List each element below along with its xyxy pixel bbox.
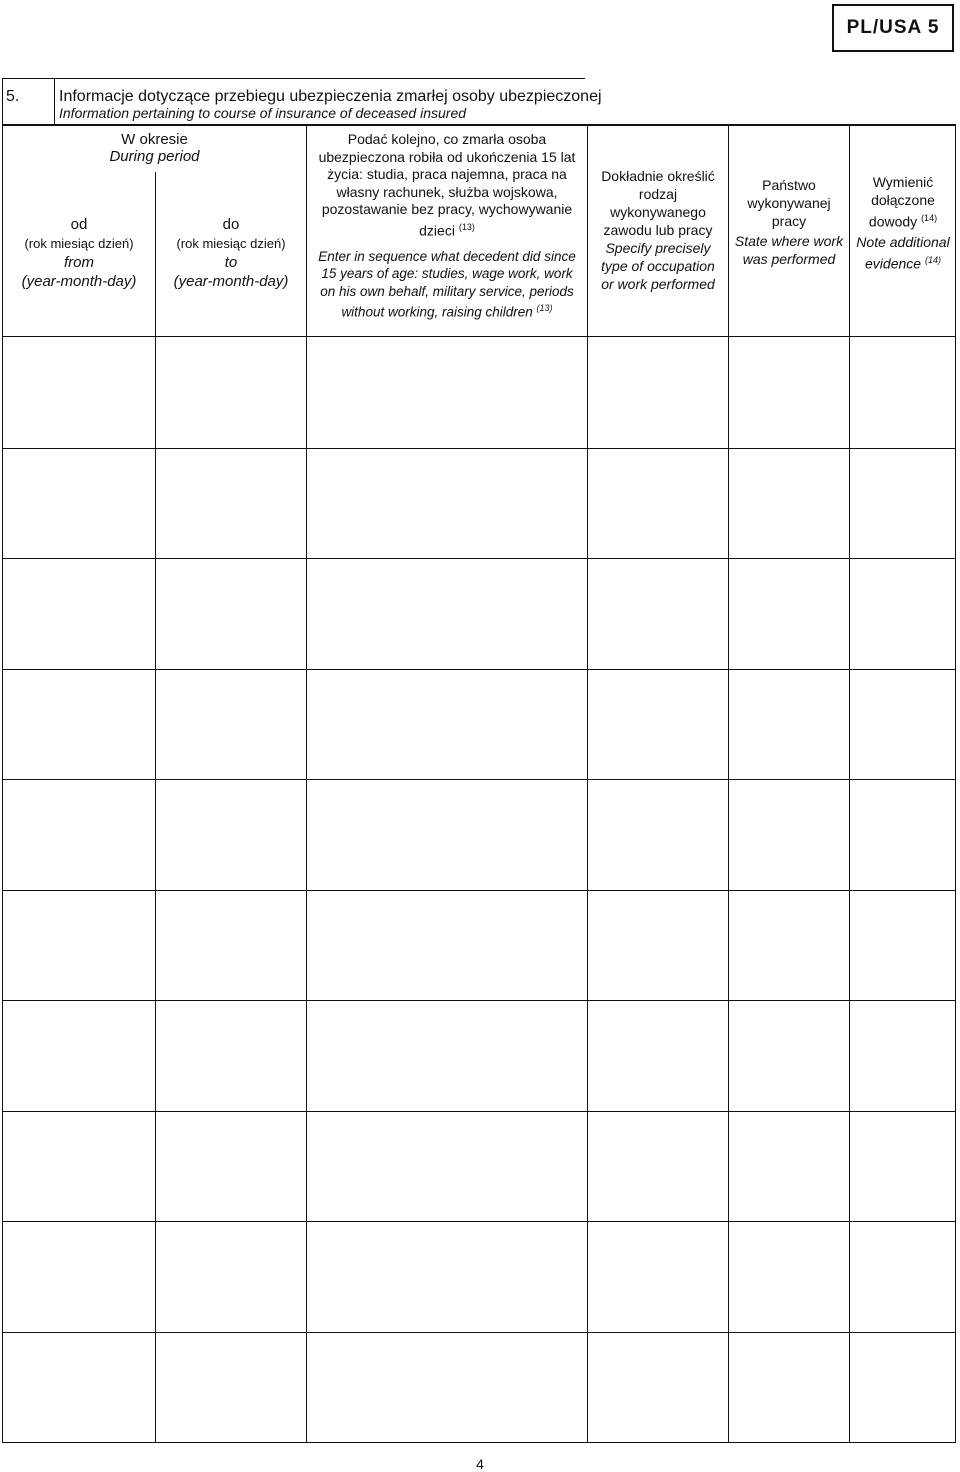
table-cell[interactable] <box>156 1332 306 1443</box>
row-divider <box>2 1332 956 1333</box>
header-to-pl-format: (rok miesiąc dzień) <box>176 236 286 251</box>
table-cell[interactable] <box>850 1111 955 1222</box>
header-to-en-format: (year-month-day) <box>173 273 289 290</box>
table-cell[interactable] <box>729 558 849 669</box>
section-title <box>59 88 602 122</box>
header-occupation-en: Specify precisely type of occupation or work performed <box>601 240 715 292</box>
table-cell[interactable] <box>729 1000 849 1111</box>
header-period-en: During period <box>109 148 200 165</box>
header-evidence <box>853 173 953 272</box>
header-evidence-pl: Wymienić dołączone dowody <box>868 174 935 230</box>
table-cell[interactable] <box>307 558 587 669</box>
header-from-en-format: (year-month-day) <box>21 273 137 290</box>
table-cell[interactable] <box>3 890 155 1001</box>
table-cell[interactable] <box>156 779 306 890</box>
header-period <box>3 131 306 165</box>
table-cell[interactable] <box>156 1000 306 1111</box>
section-title-en: Information pertaining to course of insurance of deceased insured <box>59 105 467 121</box>
table-cell[interactable] <box>588 1332 728 1443</box>
header-activity <box>318 131 576 321</box>
table-cell[interactable] <box>588 890 728 1001</box>
table-cell[interactable] <box>3 448 155 559</box>
row-divider <box>2 1111 956 1112</box>
header-activity-pl-note: (13) <box>458 221 475 232</box>
table-cell[interactable] <box>850 779 955 890</box>
table-cell[interactable] <box>156 1111 306 1222</box>
header-evidence-en: Note additional evidence <box>856 233 950 272</box>
header-activity-en-note: (13) <box>536 303 553 314</box>
table-cell[interactable] <box>307 337 587 448</box>
table-cell[interactable] <box>3 1111 155 1222</box>
table-cell[interactable] <box>156 558 306 669</box>
table-cell[interactable] <box>850 1221 955 1332</box>
table-cell[interactable] <box>307 1221 587 1332</box>
row-divider <box>2 1221 956 1222</box>
header-occupation <box>594 167 722 293</box>
header-period-pl: W okresie <box>121 131 188 148</box>
row-divider <box>2 890 956 891</box>
header-from-en: from <box>64 254 94 271</box>
table-cell[interactable] <box>588 1221 728 1332</box>
header-activity-en: Enter in sequence what decedent did since 15 years of age: studies, wage work, work on his own behalf, military service, periods without working, raising children <box>318 248 576 320</box>
header-activity-pl: Podać kolejno, co zmarła osoba ubezpieczona robiła od ukończenia 15 lat życia: studia, praca najemna, praca na własny rachunek, służba wojskowa, pozostawanie bez pracy, wychowywanie dzieci <box>318 131 576 239</box>
section-title-pl: Informacje dotyczące przebiegu ubezpieczenia zmarłej osoby ubezpieczonej <box>59 88 602 105</box>
table-cell[interactable] <box>307 448 587 559</box>
table-cell[interactable] <box>307 1332 587 1443</box>
table-cell[interactable] <box>588 779 728 890</box>
table-cell[interactable] <box>156 448 306 559</box>
table-cell[interactable] <box>588 669 728 780</box>
section-number: 5. <box>6 88 20 105</box>
row-divider <box>2 558 956 559</box>
table-cell[interactable] <box>307 890 587 1001</box>
table-bottom-border <box>2 1442 956 1443</box>
header-from <box>3 215 155 291</box>
table-cell[interactable] <box>588 1000 728 1111</box>
table-cell[interactable] <box>850 448 955 559</box>
table-cell[interactable] <box>307 1000 587 1111</box>
form-code: PL/USA 5 <box>846 17 940 38</box>
table-cell[interactable] <box>729 779 849 890</box>
table-cell[interactable] <box>156 337 306 448</box>
table-cell[interactable] <box>3 669 155 780</box>
table-cell[interactable] <box>3 1332 155 1443</box>
header-occupation-pl: Dokładnie określić rodzaj wykonywanego zawodu lub pracy <box>601 168 715 238</box>
table-cell[interactable] <box>729 669 849 780</box>
table-cell[interactable] <box>588 558 728 669</box>
table-right-border <box>955 124 956 1443</box>
header-from-pl-format: (rok miesiąc dzień) <box>24 236 134 251</box>
row-divider <box>2 1000 956 1001</box>
title-divider <box>54 78 55 125</box>
table-cell[interactable] <box>729 448 849 559</box>
table-cell[interactable] <box>588 1111 728 1222</box>
table-cell[interactable] <box>3 337 155 448</box>
table-cell[interactable] <box>850 1000 955 1111</box>
header-evidence-pl-note: (14) <box>921 213 938 223</box>
table-cell[interactable] <box>729 1221 849 1332</box>
row-divider <box>2 779 956 780</box>
table-cell[interactable] <box>3 779 155 890</box>
table-cell[interactable] <box>729 1332 849 1443</box>
table-cell[interactable] <box>850 337 955 448</box>
table-cell[interactable] <box>3 1000 155 1111</box>
table-cell[interactable] <box>729 890 849 1001</box>
header-from-pl: od <box>70 216 88 233</box>
table-cell[interactable] <box>588 337 728 448</box>
table-cell[interactable] <box>850 1332 955 1443</box>
table-top-border <box>2 124 956 126</box>
table-cell[interactable] <box>588 448 728 559</box>
title-top-border <box>2 78 585 79</box>
table-cell[interactable] <box>156 669 306 780</box>
header-country-en: State where work was performed <box>734 233 844 267</box>
table-cell[interactable] <box>729 1111 849 1222</box>
table-cell[interactable] <box>850 890 955 1001</box>
header-evidence-en-note: (14) <box>924 254 941 265</box>
row-divider <box>2 669 956 670</box>
table-cell[interactable] <box>307 1111 587 1222</box>
header-country-pl: Państwo wykonywanej pracy <box>747 177 831 229</box>
page-number: 4 <box>476 1456 484 1472</box>
table-cell[interactable] <box>307 779 587 890</box>
table-cell[interactable] <box>729 337 849 448</box>
table-cell[interactable] <box>307 669 587 780</box>
table-cell[interactable] <box>3 1221 155 1332</box>
table-cell[interactable] <box>3 558 155 669</box>
header-to-en: to <box>224 254 238 271</box>
header-to-pl: do <box>222 216 240 233</box>
table-cell[interactable] <box>850 558 955 669</box>
row-divider <box>2 448 956 449</box>
table-cell[interactable] <box>850 669 955 780</box>
header-country <box>734 176 844 268</box>
header-to <box>156 215 306 291</box>
form-code-box <box>832 4 954 52</box>
table-cell[interactable] <box>156 890 306 1001</box>
table-cell[interactable] <box>156 1221 306 1332</box>
